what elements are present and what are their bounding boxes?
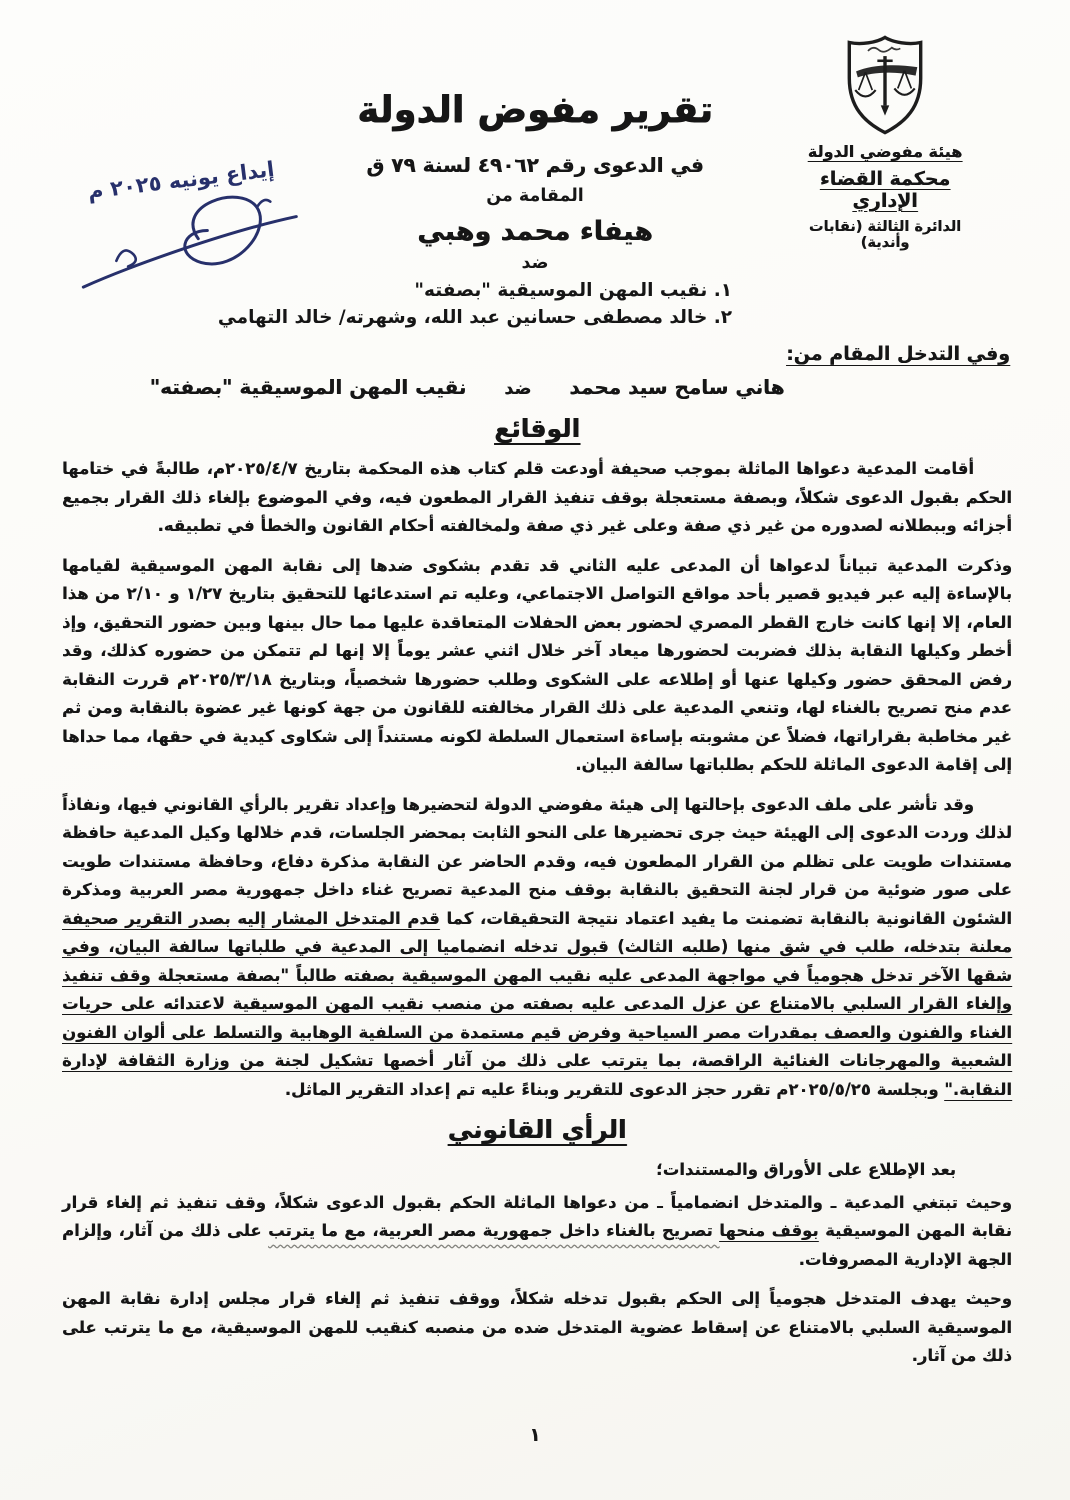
opinion-paragraph-2: وحيث يهدف المتدخل هجومياً إلى الحكم بقبول تدخله شكلاً، ووقف تنفيذ ثم إلغاء قرار مجلس إدارة نقابة المهن الموسيقية السلبي بالامتناع عن إسقاط عضوية المتدخل ضده من منصبه كنقيب للمهن الموسيقية، مع ما يترتب على ذلك من آثار. — [62, 1289, 1012, 1365]
intervention-respondent: نقيب المهن الموسيقية "بصفته" — [149, 375, 467, 399]
versus-label: ضد — [521, 253, 549, 273]
facts-paragraph-3-closing: وبجلسة ٢٠٢٥/٥/٢٥م تقرر حجز الدعوى للتقرير وبناءً عليه تم إعداد التقرير الماثل. — [284, 1079, 945, 1099]
legal-opinion-heading: الرأي القانوني — [447, 1115, 627, 1144]
opinion-paragraph-1-pencil-marked-text: تصريح بالغناء داخل جمهورية مصر العربية، مع ما يترتب — [268, 1221, 720, 1240]
case-number-line: في الدعوى رقم ٤٩٠٦٢ لسنة ٧٩ ق — [366, 153, 704, 177]
deposit-date-note: إيداع يونيه ٢٠٢٥ م — [86, 157, 276, 204]
filed-by-label: المقامة من — [486, 186, 584, 206]
facts-paragraph-3-underlined-text: قدم المتدخل المشار إليه بصدر التقرير صحيفة معلنة بتدخله، طلب في شق منها (طلبه الثالث) قبول تدخله انضماميا إلى المدعية في طلباتها سالفة البيان، وفي شقها الآخر تدخل هجومياً في مواجهة المدعى عليه نقيب المهن الموسيقية بصفته طالباً "بصفة مستعجلة وقف تنفيذ وإلغاء القرار السلبي بالامتناع عن عزل المدعى عليه بصفته من منصب نقيب المهن الموسيقية لاعتدائه على حريات الغناء والفنون والعصف بمقدرات مصر السياحية وفرض قيم مستمدة من السلفية الوهابية والتسلط على ألوان الفنون الشعبية والمهرجانات الغنائية الراقصة، بما يترتب على ذلك من آثار أخصها تشكيل لجنة من وزارة الثقافة لإدارة النقابة." — [62, 908, 1012, 1099]
opinion-paragraph-1-underlined-text: بوقف منحها — [719, 1221, 819, 1240]
intervention-section-label: وفي التدخل المقام من: — [786, 343, 1010, 365]
document-body — [62, 414, 1012, 1382]
document-title: تقرير مفوض الدولة — [357, 88, 713, 131]
court-name: محكمة القضاء الإداري — [819, 168, 951, 212]
defendant-item-2: ٢. خالد مصطفى حسانين عبد الله، وشهرته/ خالد التهامي — [217, 307, 733, 328]
page-number: ١ — [529, 1424, 541, 1446]
intervention-versus-label: ضد — [504, 379, 532, 399]
facts-heading: الوقائع — [494, 414, 580, 443]
intervention-parties-line — [0, 375, 942, 399]
opinion-paragraph-1 — [62, 1189, 1012, 1275]
authority-name: هيئة مفوضي الدولة — [807, 142, 963, 161]
plaintiff-name: هيفاء محمد وهبي — [417, 216, 653, 247]
defendant-item-1: ١. نقيب المهن الموسيقية "بصفته" — [414, 280, 733, 301]
opinion-paragraph-1-closing: على ذلك من آثار، وإلزام الجهة الإدارية المصروفات. — [62, 1221, 1012, 1269]
facts-paragraph-2: وذكرت المدعية تبياناً لدعواها أن المدعى عليه الثاني قد تقدم بشكوى ضدها إلى نقابة المهن الموسيقية لقيامها بالإساءة إليه عبر فيديو قصير بأحد مواقع التواصل الاجتماعي، وعليه تم استدعائها للتحقيق بتاريخ ١/٢٧ و ٢/١٠ من هذا العام، إلا إنها كانت خارج القطر المصري لحضور بعض الحفلات المتعاقدة عليها مما حال بينها وبين حضور التحقيق، وإذ أخطر وكيلها النقابة بذلك فضربت لحضورها ميعاد آخر خلال اثني عشر يوماً إلا إنها لم تتمكن من حضوره كذلك، وقد رفض المحقق حضور وكيلها عنها أو إطلاعه على الشكوى وطلب حضورها شخصياً، وبتاريخ ٢٠٢٥/٣/١٨م قررت النقابة عدم منح تصريح بالغناء لها، وتنعي المدعية على ذلك القرار مخالفته للقانون من جهة كونها غير عضوة بالنقابة ومن ثم غير مخاطبة بقراراتها، فضلاً عن مشوبته بإساءة استعمال السلطة لكونه مستنداً إلى شكاوى كيدية في حقها، مما حداها إلى إقامة الدعوى الماثلة للحكم بطلباتها سالفة البيان. — [62, 555, 1012, 774]
title-block — [60, 88, 1010, 399]
opinion-paragraph-1-text: وحيث تبتغي المدعية ـ والمتدخل انضمامياً ـ من دعواها الماثلة الحكم بقبول الدعوى شكلاً، وقف تنفيذ ثم إلغاء قرار نقابة المهن الموسيقية — [62, 1192, 1012, 1240]
circuit-name: الدائرة الثالثة (نقابات وأندية) — [808, 219, 962, 251]
intervener-name: هاني سامح سيد محمد — [569, 375, 785, 399]
opinion-intro-line: بعد الإطلاع على الأوراق والمستندات؛ — [656, 1160, 956, 1179]
facts-paragraph-3-text: وقد تأشر على ملف الدعوى بإحالتها إلى هيئة مفوضي الدولة لتحضيرها وإعداد تقرير بالرأي القانوني فيها، ونفاذاً لذلك وردت الدعوى إلى الهيئة حيث جرى تحضيرها على النحو الثابت بمحضر الجلسات، قدم خلالها وكيل المدعية حافظة مستندات طويت على تظلم من القرار المطعون فيه، وقدم الحاضر عن النقابة مذكرة دفاع، وحافظة مستندات طويت على صور ضوئية من قرار لجنة التحقيق بالنقابة بوقف منح المدعية تصريح غناء داخل جمهورية مصر العربية ومذكرة الشئون القانونية بالنقابة تضمنت ما يفيد اعتماد نتيجة التحقيقات، كما — [62, 794, 1012, 928]
defendants-list — [218, 277, 732, 331]
facts-paragraph-3 — [62, 791, 1012, 1105]
facts-paragraph-1: أقامت المدعية دعواها الماثلة بموجب صحيفة أودعت قلم كتاب هذه المحكمة بتاريخ ٢٠٢٥/٤/٧م، طالبةً في ختامها الحكم بقبول الدعوى شكلاً، وبصفة مستعجلة بوقف تنفيذ القرار المطعون فيه، وفي الموضوع بإلغاء ذلك القرار بجميع أجزائه وببطلانه لصدوره من غير ذي صفة وعلى غير ذي صفة ولمخالفته أحكام القانون والخطأ في تطبيقه. — [62, 459, 1012, 535]
